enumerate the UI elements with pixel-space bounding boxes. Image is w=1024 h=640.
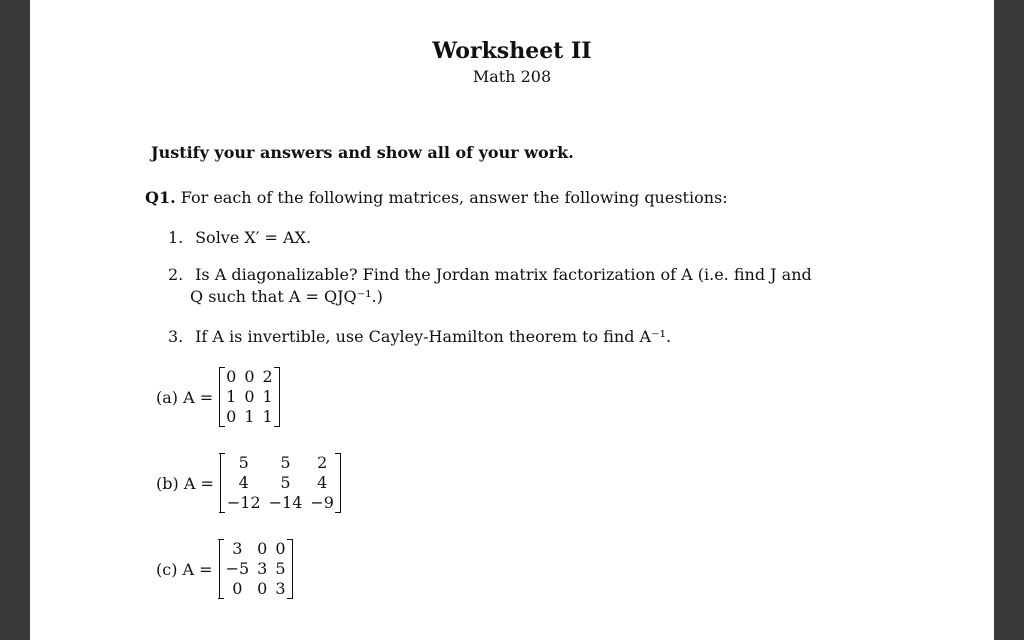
matrix-cell: 4 (238, 473, 249, 492)
item-text: If A is invertible, use Cayley-Hamilton theorem to find A⁻¹. (195, 327, 672, 346)
matrix-cell: 3 (257, 559, 268, 578)
item-text: Solve X′ = AX. (195, 228, 312, 247)
matrix-cell: −14 (268, 493, 303, 512)
item-text-line2: Q such that A = QJQ⁻¹.) (190, 287, 383, 306)
matrix-label: (a) A = (156, 387, 214, 407)
matrix-cell: 1 (262, 387, 273, 406)
list-item-2 (168, 264, 812, 308)
matrix-cell: 5 (275, 559, 286, 578)
matrix-cell: 0 (257, 579, 268, 598)
question-label: Q1. (145, 188, 176, 207)
item-number: 3. (168, 327, 184, 346)
matrix-cell: 5 (280, 473, 291, 492)
matrix-cell: 3 (275, 579, 286, 598)
matrix-cell: 0 (244, 387, 255, 406)
matrix-cell: 5 (280, 453, 291, 472)
question-heading (145, 188, 728, 207)
matrix-cell: 0 (226, 407, 237, 426)
matrix-cell: 0 (244, 367, 255, 386)
matrix-cell: −5 (225, 559, 250, 578)
item-text-line1: Is A diagonalizable? Find the Jordan matrix factorization of A (i.e. find J and (195, 265, 812, 284)
matrix-cell: 3 (232, 539, 243, 558)
matrix-b (156, 453, 341, 513)
item-number: 1. (168, 228, 184, 247)
matrix-cell: 0 (275, 539, 286, 558)
matrix-label: (b) A = (156, 473, 214, 493)
matrix-cell: 1 (262, 407, 273, 426)
matrix-a (156, 367, 280, 427)
matrix-body (219, 367, 280, 427)
matrix-cell: 0 (226, 367, 237, 386)
matrix-cell: 1 (226, 387, 237, 406)
matrix-cell: 1 (244, 407, 255, 426)
instructions: Justify your answers and show all of your work. (151, 143, 574, 162)
matrix-body (219, 539, 293, 599)
matrix-cell: 5 (238, 453, 249, 472)
matrix-label: (c) A = (156, 559, 213, 579)
matrix-cell: −9 (310, 493, 334, 512)
matrix-body (220, 453, 341, 513)
matrix-cell: 2 (317, 453, 328, 472)
page-title: Worksheet II (432, 38, 592, 64)
matrix-cell: 0 (232, 579, 243, 598)
matrix-cell: 2 (262, 367, 273, 386)
question-prompt: For each of the following matrices, answer the following questions: (180, 188, 728, 207)
list-item-3 (168, 326, 671, 348)
item-number: 2. (168, 265, 184, 284)
matrix-cell: 4 (317, 473, 328, 492)
worksheet-page (30, 0, 994, 640)
list-item-1 (168, 227, 311, 249)
matrix-cell: 0 (257, 539, 268, 558)
course-subtitle: Math 208 (472, 67, 552, 86)
matrix-cell: −12 (226, 493, 261, 512)
matrix-c (156, 539, 293, 599)
